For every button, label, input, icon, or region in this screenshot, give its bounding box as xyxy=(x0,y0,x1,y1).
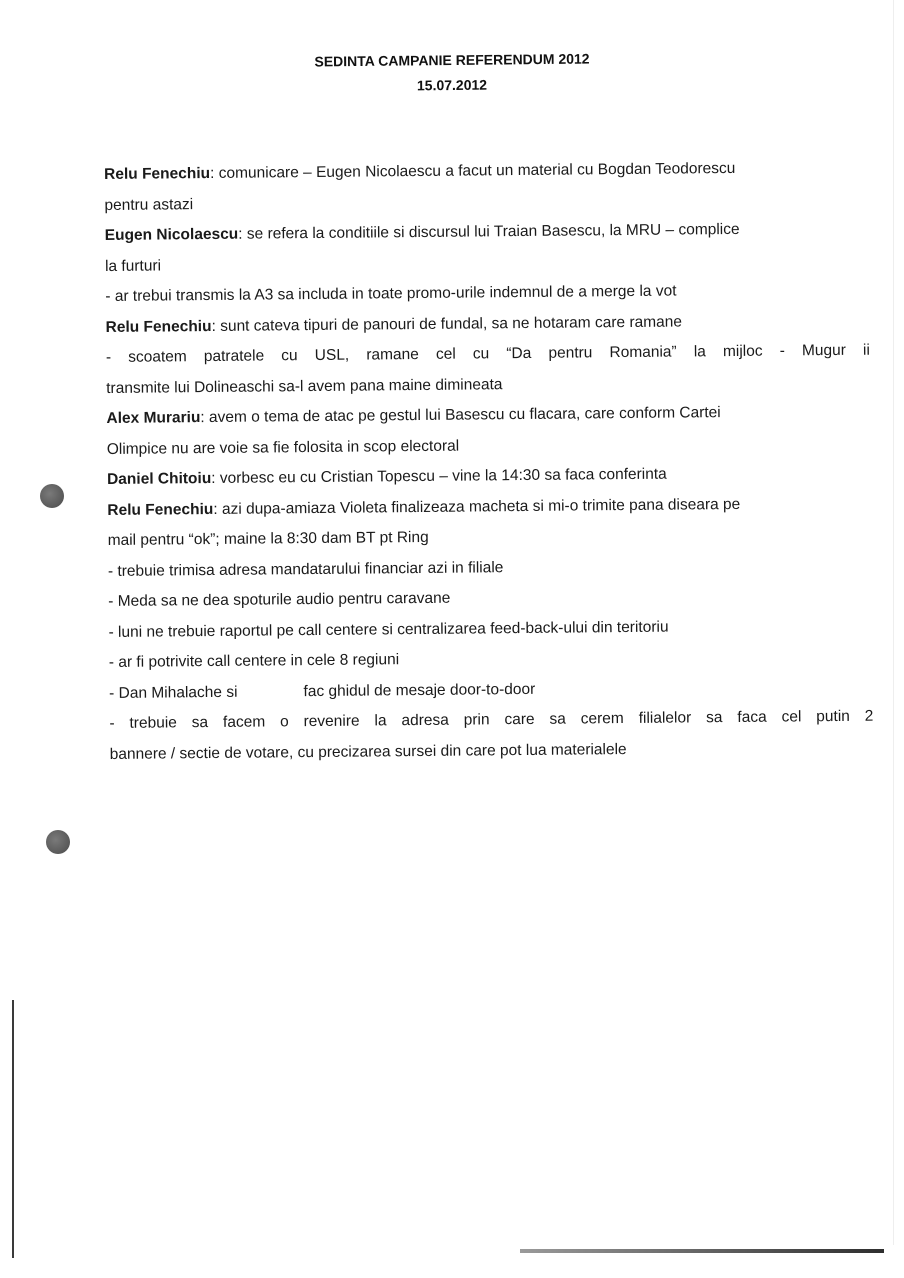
line-text: - trebuie sa facem o revenire la adresa prin care sa cerem filialelor sa faca cel putin 2 xyxy=(109,707,874,732)
meeting-minutes xyxy=(104,153,874,770)
scan-right-edge xyxy=(893,0,894,1245)
punch-hole-bottom xyxy=(46,830,70,854)
line-text: bannere / sectie de votare, cu precizarea sursei din care pot lua materialele xyxy=(109,740,627,763)
speaker-name: Relu Fenechiu xyxy=(104,164,211,183)
line-text: : sunt cateva tipuri de panouri de fundal, sa ne hotaram care ramane xyxy=(211,312,683,335)
line-text: : comunicare – Eugen Nicolaescu a facut un material cu Bogdan Teodorescu xyxy=(209,159,736,182)
line-text: - scoatem patratele cu USL, ramane cel cu “Da pentru Romania” la mijloc - Mugur ii xyxy=(105,341,870,366)
line-text: Olimpice nu are voie sa fie folosita in scop electoral xyxy=(106,437,460,458)
scan-bottom-edge xyxy=(520,1249,884,1253)
line-text: - luni ne trebuie raportul pe call centere si centralizarea feed-back-ului din teritoriu xyxy=(108,618,669,641)
document-title: SEDINTA CAMPANIE REFERENDUM 2012 xyxy=(314,50,590,70)
speaker-name: Relu Fenechiu xyxy=(107,500,214,519)
line-text: - Meda sa ne dea spoturile audio pentru caravane xyxy=(108,589,451,610)
line-text: fac ghidul de mesaje door-to-door xyxy=(303,680,536,700)
scan-left-edge xyxy=(12,1000,14,1258)
speaker-name: Eugen Nicolaescu xyxy=(104,225,239,244)
line-text: : azi dupa-amiaza Violeta finalizeaza macheta si mi-o trimite pana diseara pe xyxy=(213,495,741,518)
line-text: mail pentru “ok”; maine la 8:30 dam BT pt Ring xyxy=(107,528,429,549)
line-text: - trebuie trimisa adresa mandatarului financiar azi in filiale xyxy=(107,558,504,580)
line-text: - ar trebui transmis la A3 sa includa in toate promo-urile indemnul de a merge la vot xyxy=(105,282,677,305)
line-text: - ar fi potrivite call centere in cele 8 regiuni xyxy=(108,651,400,671)
line-text: : se refera la conditiile si discursul lui Traian Basescu, la MRU – complice xyxy=(238,220,740,243)
speaker-name: Alex Murariu xyxy=(106,409,201,427)
line-text: la furturi xyxy=(104,256,162,275)
speaker-name: Relu Fenechiu xyxy=(105,317,212,336)
line-text: transmite lui Dolineaschi sa-l avem pana maine dimineata xyxy=(106,375,503,397)
punch-hole-top xyxy=(40,484,64,508)
redacted-gap xyxy=(238,696,304,697)
line-text: : avem o tema de atac pe gestul lui Basescu cu flacara, care conform Cartei xyxy=(200,404,721,427)
line-text: - Dan Mihalache si xyxy=(109,683,238,702)
line-text: : vorbesc eu cu Cristian Topescu – vine la 14:30 sa faca conferinta xyxy=(211,465,667,487)
speaker-name: Daniel Chitoiu xyxy=(106,469,212,488)
document-date: 15.07.2012 xyxy=(416,76,488,94)
line-text: pentru astazi xyxy=(104,195,194,214)
